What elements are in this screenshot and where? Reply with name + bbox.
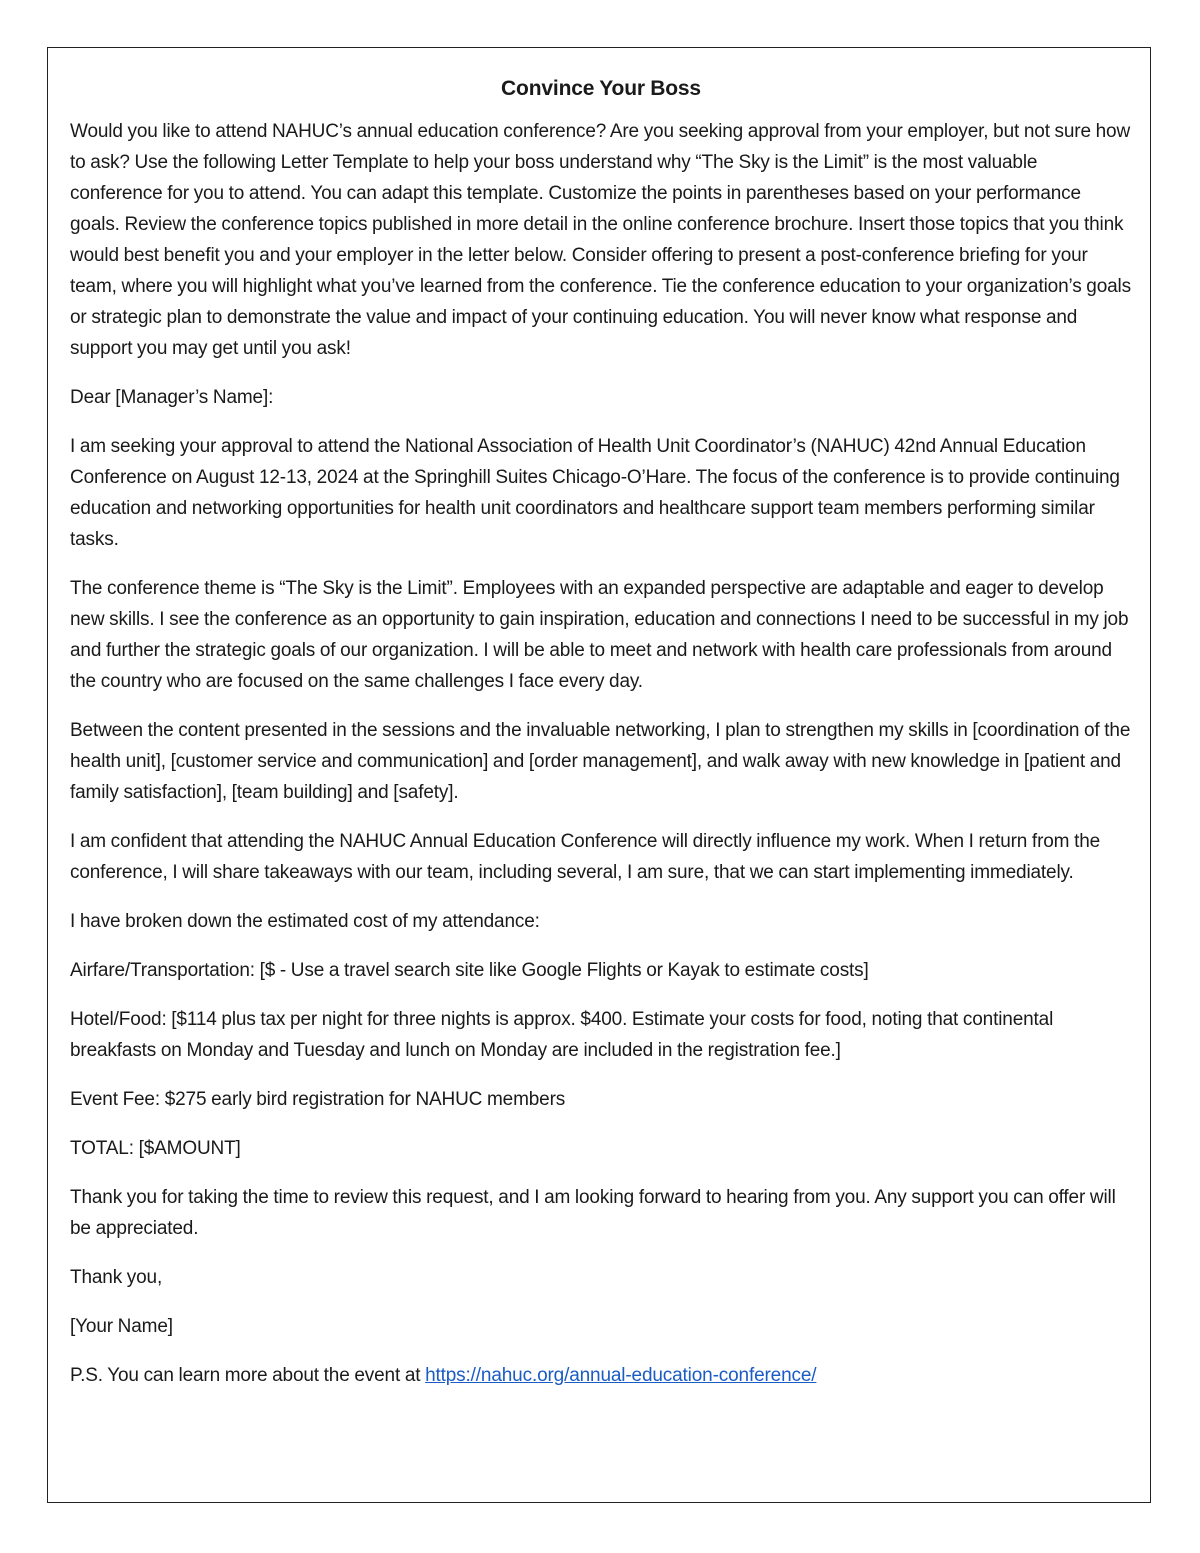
cost-event-fee: Event Fee: $275 early bird registration for NAHUC members	[70, 1089, 566, 1110]
letter-paragraph-theme: The conference theme is “The Sky is the Limit”. Employees with an expanded perspective are adaptable and eager to develop new skills. I see the conference as an opportunity to gain inspiration, education and connections I need to be successful in my job and further the strategic goals of our organization. I will be able to meet and network with health care professionals from around the country who are focused on the same challenges I face every day.	[70, 578, 1129, 692]
conference-link[interactable]: https://nahuc.org/annual-education-conference/	[425, 1365, 817, 1386]
cost-airfare: Airfare/Transportation: [$ - Use a travel search site like Google Flights or Kayak to estimate costs]	[70, 960, 869, 981]
document-title: Convince Your Boss	[501, 77, 701, 100]
letter-paragraph-confidence: I am confident that attending the NAHUC Annual Education Conference will directly influence my work. When I return from the conference, I will share takeaways with our team, including several, I am sure, that we can start implementing immediately.	[70, 831, 1101, 883]
cost-total: TOTAL: [$AMOUNT]	[70, 1138, 241, 1159]
cost-intro: I have broken down the estimated cost of my attendance:	[70, 911, 540, 932]
document-body	[70, 72, 1132, 1409]
signature-name: [Your Name]	[70, 1316, 173, 1337]
sign-off: Thank you,	[70, 1267, 163, 1288]
closing-paragraph: Thank you for taking the time to review this request, and I am looking forward to hearing from you. Any support you can offer will be appreciated.	[70, 1187, 1116, 1239]
intro-paragraph: Would you like to attend NAHUC’s annual education conference? Are you seeking approval from your employer, but not sure how to ask? Use the following Letter Template to help your boss understand why “The Sky is the Limit” is the most valuable conference for you to attend. You can adapt this template. Customize the points in parentheses based on your performance goals. Review the conference topics published in more detail in the online conference brochure. Insert those topics that you think would best benefit you and your employer in the letter below. Consider offering to present a post-conference briefing for your team, where you will highlight what you’ve learned from the conference. Tie the conference education to your organization’s goals or strategic plan to demonstrate the value and impact of your continuing education. You will never know what response and support you may get until you ask!	[70, 121, 1131, 359]
postscript	[70, 1360, 1132, 1391]
postscript-text: P.S. You can learn more about the event at	[70, 1365, 426, 1386]
letter-paragraph-skills: Between the content presented in the sessions and the invaluable networking, I plan to strengthen my skills in [coordination of the health unit], [customer service and communication] and [order management], and walk away with new knowledge in [patient and family satisfaction], [team building] and [safety].	[70, 720, 1131, 803]
letter-paragraph-request: I am seeking your approval to attend the National Association of Health Unit Coordinator’s (NAHUC) 42nd Annual Education Conference on August 12-13, 2024 at the Springhill Suites Chicago-O’Hare. The focus of the conference is to provide continuing education and networking opportunities for health unit coordinators and healthcare support team members performing similar tasks.	[70, 436, 1120, 550]
salutation: Dear [Manager’s Name]:	[70, 387, 274, 408]
cost-hotel-food: Hotel/Food: [$114 plus tax per night for three nights is approx. $400. Estimate your costs for food, noting that continental breakfasts on Monday and Tuesday and lunch on Monday are included in the registration fee.]	[70, 1009, 1054, 1061]
